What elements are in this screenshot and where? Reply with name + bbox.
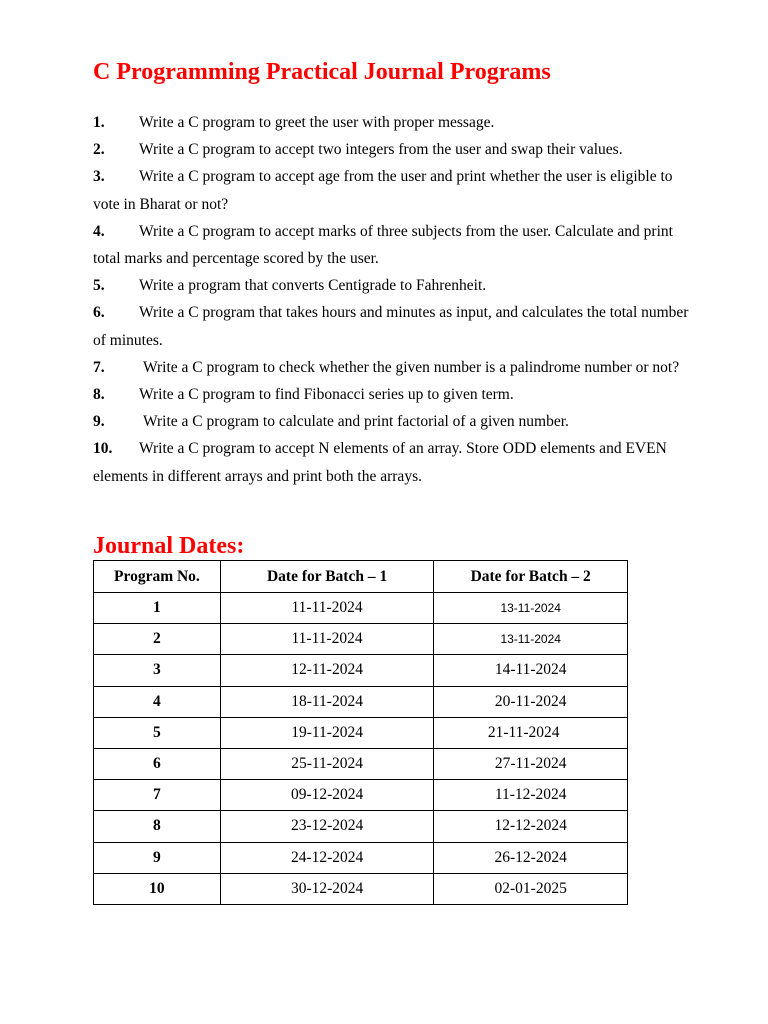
table-row xyxy=(94,748,628,779)
batch-1-date-cell: 11-11-2024 xyxy=(220,593,434,624)
program-number-cell: 5 xyxy=(94,717,221,748)
item-text: Write a C program to accept two integers from the user and swap their values. xyxy=(139,141,623,159)
batch-1-date-cell: 30-12-2024 xyxy=(220,873,434,904)
list-item xyxy=(93,299,693,353)
batch-1-date-cell: 11-11-2024 xyxy=(220,624,434,655)
list-item xyxy=(93,435,693,489)
batch-2-date-cell: 14-11-2024 xyxy=(434,655,628,686)
table-row xyxy=(94,780,628,811)
batch-2-date-cell: 13-11-2024 xyxy=(434,593,628,624)
column-header-batch-2: Date for Batch – 2 xyxy=(434,561,628,593)
item-text: Write a C program to accept age from the user and print whether the user is eligible to vote in Bharat or not? xyxy=(93,168,673,213)
list-item xyxy=(93,163,693,217)
item-text: Write a program that converts Centigrade to Fahrenheit. xyxy=(139,277,487,295)
list-item xyxy=(93,354,693,381)
journal-dates-table xyxy=(93,560,628,905)
item-text: Write a C program that takes hours and minutes as input, and calculates the total number of minutes. xyxy=(93,304,689,349)
batch-2-date-cell: 12-12-2024 xyxy=(434,811,628,842)
batch-2-date-cell: 20-11-2024 xyxy=(434,686,628,717)
batch-1-date-cell: 24-12-2024 xyxy=(220,842,434,873)
batch-2-date-cell: 21-11-2024 xyxy=(434,717,628,748)
item-number: 4. xyxy=(93,222,105,240)
program-number-cell: 4 xyxy=(94,686,221,717)
journal-dates-heading: Journal Dates: xyxy=(93,533,245,559)
list-item xyxy=(93,381,693,408)
program-number-cell: 6 xyxy=(94,748,221,779)
item-text: Write a C program to calculate and print factorial of a given number. xyxy=(143,413,569,431)
list-item xyxy=(93,272,693,299)
item-number: 6. xyxy=(93,304,105,322)
table-row xyxy=(94,686,628,717)
program-number-cell: 1 xyxy=(94,593,221,624)
column-header-program-no: Program No. xyxy=(94,561,221,593)
program-number-cell: 7 xyxy=(94,780,221,811)
program-number-cell: 9 xyxy=(94,842,221,873)
item-number: 8. xyxy=(93,386,105,404)
table-row xyxy=(94,655,628,686)
item-number: 5. xyxy=(93,277,105,295)
item-number: 7. xyxy=(93,358,105,376)
batch-1-date-cell: 25-11-2024 xyxy=(220,748,434,779)
item-text: Write a C program to check whether the given number is a palindrome number or not? xyxy=(143,358,680,376)
table-row xyxy=(94,593,628,624)
program-number-cell: 2 xyxy=(94,624,221,655)
item-number: 9. xyxy=(93,413,105,431)
batch-1-date-cell: 19-11-2024 xyxy=(220,717,434,748)
batch-2-date-cell: 11-12-2024 xyxy=(434,780,628,811)
program-list xyxy=(93,109,693,490)
item-text: Write a C program to accept N elements of an array. Store ODD elements and EVEN elements in different arrays and print both the arrays. xyxy=(93,440,667,485)
table-row xyxy=(94,873,628,904)
batch-2-date-cell: 13-11-2024 xyxy=(434,624,628,655)
list-item xyxy=(93,136,693,163)
program-number-cell: 8 xyxy=(94,811,221,842)
batch-1-date-cell: 12-11-2024 xyxy=(220,655,434,686)
item-number: 1. xyxy=(93,114,105,131)
item-text: Write a C program to accept marks of three subjects from the user. Calculate and print total marks and percentage scored by the user. xyxy=(93,222,673,268)
batch-2-date-cell: 27-11-2024 xyxy=(434,748,628,779)
table-row xyxy=(94,624,628,655)
batch-1-date-cell: 09-12-2024 xyxy=(220,780,434,811)
batch-2-date-cell: 02-01-2025 xyxy=(434,873,628,904)
batch-1-date-cell: 18-11-2024 xyxy=(220,686,434,717)
batch-1-date-cell: 23-12-2024 xyxy=(220,811,434,842)
item-text: Write a C program to find Fibonacci series up to given term. xyxy=(139,386,514,404)
batch-2-date-cell: 26-12-2024 xyxy=(434,842,628,873)
table-row xyxy=(94,717,628,748)
item-number: 3. xyxy=(93,168,105,186)
page-title: C Programming Practical Journal Programs xyxy=(93,59,551,85)
program-number-cell: 3 xyxy=(94,655,221,686)
item-number: 2. xyxy=(93,141,105,159)
list-item xyxy=(93,218,693,272)
table-row xyxy=(94,811,628,842)
table-header-row xyxy=(94,561,628,593)
column-header-batch-1: Date for Batch – 1 xyxy=(220,561,434,593)
table-row xyxy=(94,842,628,873)
item-text: Write a C program to greet the user with proper message. xyxy=(139,114,495,131)
program-number-cell: 10 xyxy=(94,873,221,904)
item-number: 10. xyxy=(93,440,113,458)
list-item xyxy=(93,109,693,136)
list-item xyxy=(93,408,693,435)
